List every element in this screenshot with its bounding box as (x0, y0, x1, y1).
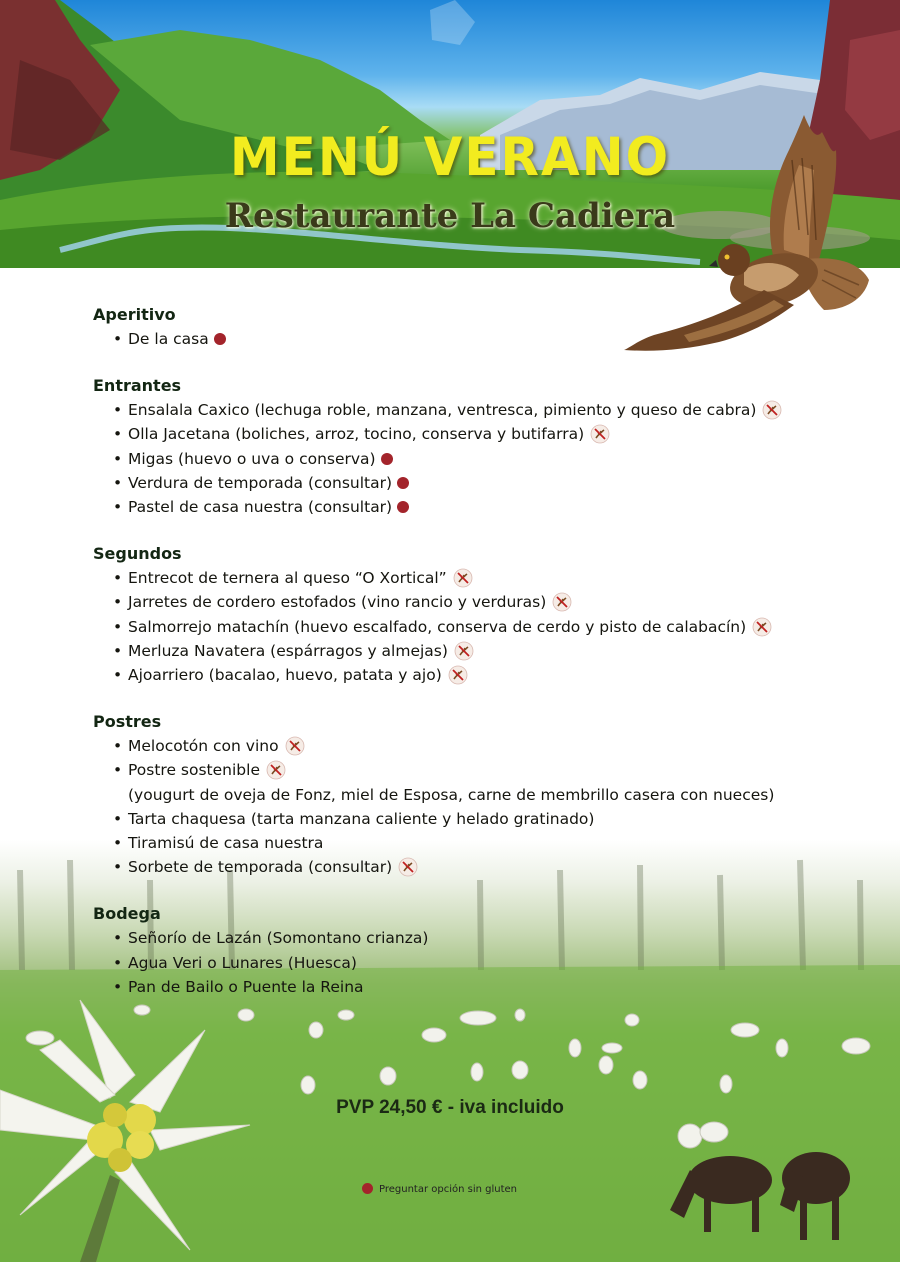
menu-item-text: Pastel de casa nuestra (consultar) (128, 498, 393, 517)
menu-item-text: Entrecot de ternera al queso “O Xortical” (128, 569, 447, 588)
menu-item-list (93, 566, 873, 687)
menu-item (113, 734, 873, 758)
menu-item (113, 639, 873, 663)
crossed-wheat-icon (752, 617, 772, 637)
menu-item-text: Ajoarriero (bacalao, huevo, patata y ajo) (128, 666, 442, 685)
menu-title: MENÚ VERANO (229, 126, 671, 188)
menu-item-list (93, 327, 873, 351)
menu-section-segundos (93, 542, 873, 687)
menu-section-postres (93, 710, 873, 879)
crossed-wheat-icon (453, 568, 473, 588)
menu-item-list (93, 398, 873, 519)
menu-item (113, 975, 873, 999)
red-dot-icon (397, 477, 409, 489)
menu-item-text: Señorío de Lazán (Somontano crianza) (128, 929, 429, 948)
gluten-legend (362, 1183, 517, 1195)
menu-item (113, 855, 873, 879)
menu-item (113, 495, 873, 519)
menu-item (113, 590, 873, 614)
crossed-wheat-icon (454, 641, 474, 661)
menu-section-entrantes (93, 374, 873, 519)
menu-item-text: Agua Veri o Lunares (Huesca) (128, 953, 357, 972)
menu-item-note: (yougurt de oveja de Fonz, miel de Esposa, carne de membrillo casera con nueces) (128, 785, 775, 804)
red-dot-icon (362, 1183, 373, 1194)
menu-item (113, 447, 873, 471)
menu-item-text: Melocotón con vino (128, 737, 279, 756)
menu-item-text: Merluza Navatera (espárragos y almejas) (128, 641, 448, 660)
menu-item-list (93, 734, 873, 879)
menu-content (93, 303, 873, 999)
menu-item-list (93, 926, 873, 999)
menu-item-text: Migas (huevo o uva o conserva) (128, 449, 376, 468)
menu-section-bodega (93, 902, 873, 999)
menu-item (113, 566, 873, 590)
section-title: Entrantes (93, 376, 182, 396)
menu-item (113, 951, 873, 975)
menu-item (113, 327, 873, 351)
menu-section-aperitivo (93, 303, 873, 351)
menu-item (113, 926, 873, 950)
legend-text: Preguntar opción sin gluten (379, 1184, 518, 1195)
menu-item (113, 471, 873, 495)
menu-item-text: De la casa (128, 330, 209, 348)
menu-item-text: Salmorrejo matachín (huevo escalfado, conserva de cerdo y pisto de calabacín) (128, 617, 747, 636)
menu-item-text: Postre sostenible (128, 761, 260, 780)
menu-item (113, 807, 873, 831)
menu-item-text: Sorbete de temporada (consultar) (128, 858, 393, 877)
red-dot-icon (381, 453, 393, 465)
section-title: Segundos (93, 544, 182, 564)
restaurant-name: Restaurante La Cadiera (224, 196, 676, 236)
section-title: Aperitivo (93, 305, 176, 324)
section-title: Postres (93, 712, 162, 732)
red-dot-icon (397, 501, 409, 513)
crossed-wheat-icon (398, 857, 418, 877)
crossed-wheat-icon (448, 665, 468, 685)
menu-item-text: Tiramisú de casa nuestra (128, 834, 324, 853)
section-title: Bodega (93, 904, 161, 924)
crossed-wheat-icon (762, 400, 782, 420)
menu-item (113, 831, 873, 855)
menu-item (113, 615, 873, 639)
price: PVP 24,50 € - iva incluido (336, 1097, 564, 1118)
menu-item (113, 758, 873, 806)
menu-item (113, 398, 873, 422)
menu-item-text: Ensalala Caxico (lechuga roble, manzana, ventresca, pimiento y queso de cabra) (128, 401, 757, 420)
menu-item-text: Olla Jacetana (boliches, arroz, tocino, conserva y butifarra) (128, 425, 585, 444)
menu-item (113, 663, 873, 687)
crossed-wheat-icon (285, 736, 305, 756)
menu-item-text: Verdura de temporada (consultar) (128, 473, 393, 492)
crossed-wheat-icon (552, 592, 572, 612)
red-dot-icon (214, 333, 226, 345)
menu-item-text: Pan de Bailo o Puente la Reina (128, 977, 364, 996)
menu-item-text: Jarretes de cordero estofados (vino rancio y verduras) (128, 593, 547, 612)
crossed-wheat-icon (590, 424, 610, 444)
menu-item (113, 422, 873, 446)
menu-item-text: Tarta chaquesa (tarta manzana caliente y helado gratinado) (128, 809, 595, 828)
crossed-wheat-icon (266, 760, 286, 780)
